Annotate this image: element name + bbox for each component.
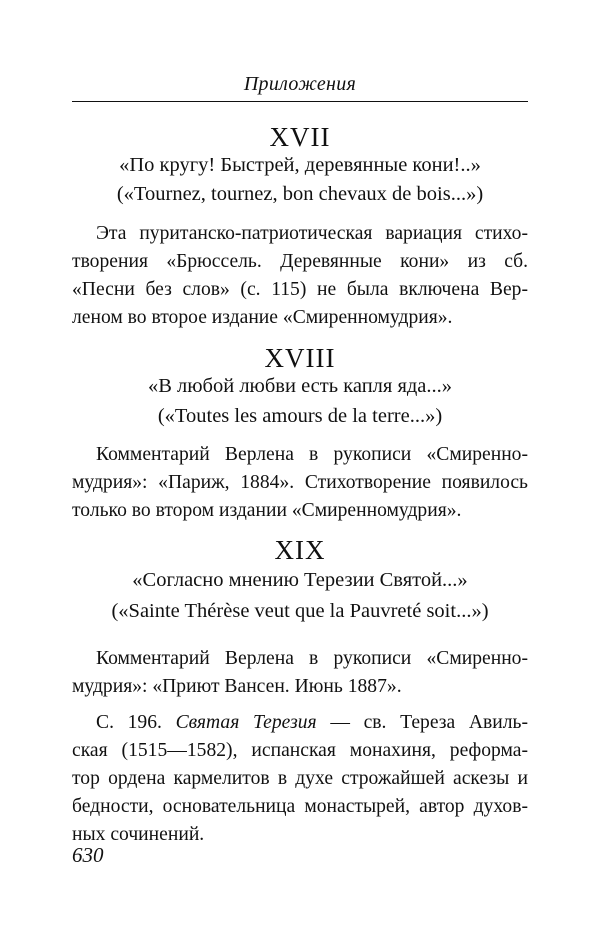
book-page xyxy=(72,0,528,941)
paragraph-line: тор ордена кармелитов в духе строжайшей аскезы и xyxy=(72,768,528,789)
page-number: 630 xyxy=(72,843,104,867)
paragraph-line: ных сочинений. xyxy=(72,824,205,845)
header-rule xyxy=(72,101,528,102)
commentary-paragraph xyxy=(72,645,528,701)
paragraph-line: ская (1515—1582), испанская монахиня, реформа- xyxy=(72,740,528,761)
section-numeral: XVII xyxy=(269,122,331,152)
note-text: — св. Тереза Авиль- xyxy=(316,712,529,733)
poem-title-ru: «По кругу! Быстрей, деревянные кони!..» xyxy=(119,154,481,176)
paragraph-line: творения «Брюссель. Деревянные кони» из сб. xyxy=(72,251,528,272)
paragraph-line: мудрия»: «Париж, 1884». Стихотворение появилось xyxy=(72,472,528,493)
paragraph-line: только во втором издании «Смиренномудрия». xyxy=(72,500,462,521)
section-numeral: XIX xyxy=(274,535,326,565)
poem-title-fr: («Tournez, tournez, bon chevaux de bois...») xyxy=(116,183,484,205)
poem-title-fr: («Toutes les amours de la terre...») xyxy=(157,405,443,427)
page-reference: С. 196. xyxy=(96,712,162,733)
poem-title-ru: «В любой любви есть капля яда...» xyxy=(147,375,453,397)
section-numeral: XVIII xyxy=(264,343,336,373)
note-term: Святая Терезия xyxy=(175,712,317,733)
commentary-paragraph xyxy=(72,220,528,332)
paragraph-line: мудрия»: «Приют Вансен. Июнь 1887». xyxy=(72,676,402,697)
paragraph-line: «Песни без слов» (с. 115) не была включена Вер- xyxy=(72,279,528,300)
paragraph-line: бедности, основательница монастырей, автор духов- xyxy=(72,796,528,817)
paragraph-line: Эта пуританско-патриотическая вариация стихо- xyxy=(96,223,528,244)
note-paragraph xyxy=(72,709,528,849)
poem-title-ru: «Согласно мнению Терезии Святой...» xyxy=(132,569,468,591)
commentary-paragraph xyxy=(72,441,528,525)
paragraph-line: Комментарий Верлена в рукописи «Смиренно- xyxy=(96,444,528,465)
paragraph-line: леном во второе издание «Смиренномудрия». xyxy=(72,307,453,328)
running-head: Приложения xyxy=(243,73,357,95)
paragraph-line xyxy=(72,709,528,737)
poem-title-fr: («Sainte Thérèse veut que la Pauvreté soit...») xyxy=(111,600,489,622)
paragraph-line: Комментарий Верлена в рукописи «Смиренно- xyxy=(96,648,528,669)
